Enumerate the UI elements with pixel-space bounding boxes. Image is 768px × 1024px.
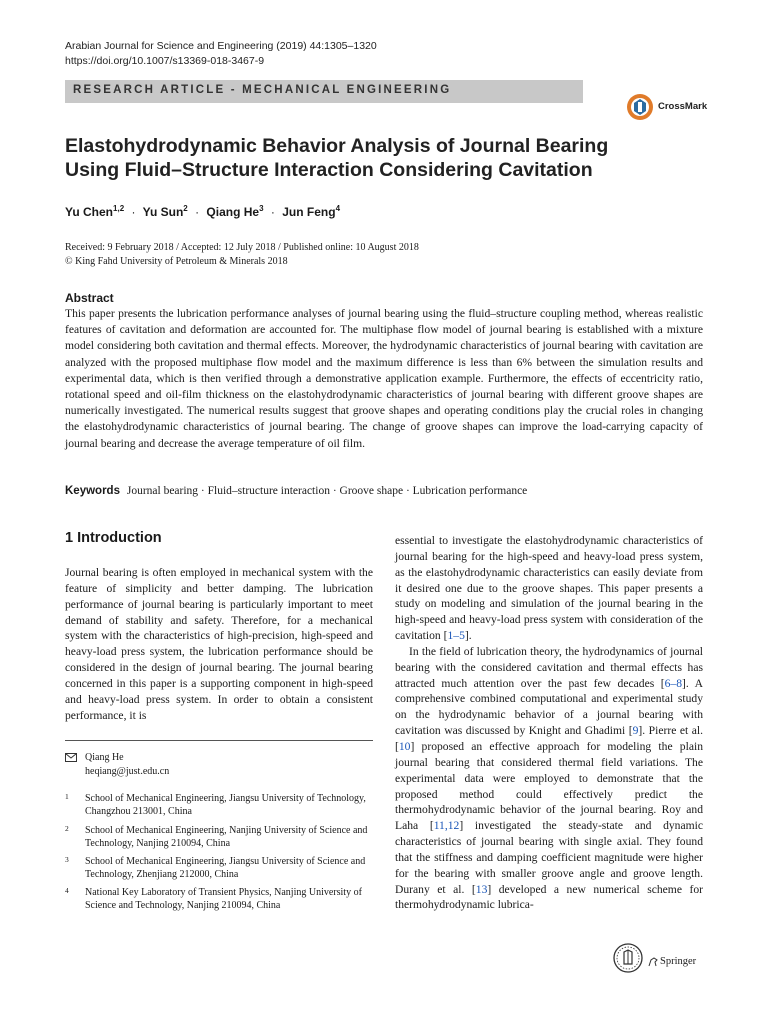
keywords-text: Journal bearing · Fluid–structure interaction · Groove shape · Lubrication performance bbox=[126, 485, 528, 497]
crossmark-badge[interactable] bbox=[626, 93, 708, 121]
intro-text: ] proposed an effective approach for modeling the plain journal bearing that considered thermal field variations. The experimental data were employed to demonstrate that the proposed method could effectively predict the thermohydrodynamic behavior of the journal bearing. Roy and Laha [ bbox=[395, 739, 703, 833]
crossmark-icon bbox=[626, 93, 654, 121]
intro-text: ]. Pierre et al. [ bbox=[395, 724, 703, 753]
citation-link[interactable]: 6–8 bbox=[664, 676, 682, 690]
citation-link[interactable]: 10 bbox=[398, 739, 411, 753]
copyright-notice: © King Fahd University of Petroleum & Minerals 2018 bbox=[65, 256, 288, 267]
author-list bbox=[65, 204, 340, 219]
author-separator: · bbox=[195, 205, 200, 219]
abstract-text: This paper presents the lubrication performance analyses of journal bearing using the fluid–structure coupling method, whereas realistic features of cavitation and deformation are accounted for. The multiphase flow model of journal bearing is established with a mixture model considering both cavitation and thermal effects. Moreover, the hydrodynamic characteristics of journal bearing with cavitation are analyzed with the proposed multiphase flow model and the maximum difference is less than 6% between the simulation results and experimental data, which is then verified through a demonstrative application example. Furthermore, the effects of eccentricity ratio, rotational speed and oil-film thickness on the elastohydrodynamic characteristics of journal bearing with different groove shapes are numerically investigated. The numerical results suggest that groove shapes and operating conditions play the crucial roles in changing the elastohydrodynamic characteristics of journal bearing. The change of groove shapes can improve the load-carrying capacity of journal bearing and decrease the average temperature of oil film. bbox=[65, 307, 703, 450]
author-affil-marker: 3 bbox=[259, 204, 264, 213]
affiliation-item bbox=[65, 887, 373, 912]
affiliation-number: 1 bbox=[65, 792, 69, 801]
paper-title: Elastohydrodynamic Behavior Analysis of Journal Bearing Using Fluid–Structure Interaction Considering Cavitation bbox=[65, 135, 609, 181]
author-affil-marker: 1,2 bbox=[113, 204, 125, 213]
affiliation-text: School of Mechanical Engineering, Jiangsu University of Science and Technology, Zhenjiang 212000, China bbox=[85, 856, 366, 880]
keywords-label: Keywords bbox=[65, 485, 120, 497]
springer-horse-icon bbox=[647, 956, 659, 968]
intro-text: In the field of lubrication theory, the hydrodynamics of journal bearing with the considered cavitation and thermal effects has attracted much attention over the past few decades [ bbox=[395, 644, 703, 690]
citation-link[interactable]: 9 bbox=[632, 724, 639, 738]
publisher-name: Springer bbox=[660, 956, 697, 967]
section-heading-introduction: 1 Introduction bbox=[65, 530, 162, 546]
affiliation-text: School of Mechanical Engineering, Jiangsu University of Technology, Changzhou 213001, China bbox=[85, 793, 366, 817]
affiliation-number: 4 bbox=[65, 886, 69, 895]
author-separator: · bbox=[270, 205, 275, 219]
citation-link[interactable]: 1–5 bbox=[447, 629, 465, 643]
author-separator: · bbox=[131, 205, 136, 219]
article-type-label: RESEARCH ARTICLE - MECHANICAL ENGINEERING bbox=[73, 84, 452, 96]
springer-logo bbox=[612, 940, 707, 974]
journal-citation: Arabian Journal for Science and Engineering (2019) 44:1305–1320 bbox=[65, 40, 377, 52]
publication-dates: Received: 9 February 2018 / Accepted: 12 July 2018 / Published online: 10 August 2018 bbox=[65, 242, 419, 253]
affiliation-text: National Key Laboratory of Transient Physics, Nanjing University of Science and Technology, Nanjing 210094, China bbox=[85, 887, 362, 911]
intro-text: essential to investigate the elastohydrodynamic characteristics of journal bearing for the high-speed and heavy-load press system, as the elastohydrodynamic characteristics can easily deviate from it desired one due to the groove shapes. This paper presents a study on modeling and simulation of the journal bearing in the high-speed and heavy-load press system with consideration of the cavitation [ bbox=[395, 534, 703, 643]
intro-text: ] investigated the steady-state and dynamic characteristics of journal bearing with single axial. They found that the stiffness and damping coefficient magnitude were higher for the bearing with smaller groove angle and groove length. Durany et al. [ bbox=[395, 819, 703, 896]
intro-text: ]. A comprehensive combined computational and experimental study on the hydrodynamic behavior of a journal bearing with cavitation was discussed by Knight and Ghadimi [ bbox=[395, 676, 703, 738]
author-affil-marker: 4 bbox=[335, 204, 341, 213]
affiliation-number: 2 bbox=[65, 824, 69, 833]
intro-paragraph-left: Journal bearing is often employed in mechanical system with the feature of simplicity and better damping. The lubrication performance of journal bearing is particularly important to meet demand of stability and safety. Therefore, for a mechanical system with the characteristics of high-precision, high-speed and heavy-load press system, the lubrication performance should be considered in the design of journal bearing. The journal bearing concerned in this paper is a supporting component in high-speed and heavy-load press system. In order to obtain a consistent performance, it is bbox=[65, 566, 373, 722]
affiliation-item bbox=[65, 825, 373, 850]
intro-text: ]. bbox=[464, 629, 472, 643]
crossmark-label: CrossMark bbox=[658, 101, 708, 112]
affiliation-item bbox=[65, 793, 373, 818]
affiliation-text: School of Mechanical Engineering, Nanjing University of Science and Technology, Nanjing 210094, China bbox=[85, 825, 368, 849]
author-name[interactable]: Qiang He bbox=[206, 205, 260, 219]
author-name[interactable]: Jun Feng bbox=[282, 205, 336, 219]
citation-link[interactable]: 11,12 bbox=[433, 819, 460, 833]
corresponding-author-name: Qiang He bbox=[85, 752, 124, 763]
affiliation-number: 3 bbox=[65, 855, 69, 864]
intro-column-right bbox=[395, 533, 703, 913]
citation-link[interactable]: 13 bbox=[475, 882, 488, 896]
author-name[interactable]: Yu Chen bbox=[65, 205, 114, 219]
springer-emblem-icon bbox=[612, 942, 644, 974]
article-type-banner bbox=[65, 80, 583, 103]
author-affil-marker: 2 bbox=[183, 204, 188, 213]
doi-link[interactable]: https://doi.org/10.1007/s13369-018-3467-9 bbox=[65, 55, 265, 67]
correspondence-block bbox=[65, 751, 169, 779]
corresponding-author-email[interactable]: heqiang@just.edu.cn bbox=[85, 766, 170, 777]
affiliation-item bbox=[65, 856, 373, 881]
author-name[interactable]: Yu Sun bbox=[142, 205, 184, 219]
footnote-divider bbox=[65, 740, 373, 741]
intro-text: ] developed a new numerical scheme for thermohydrodynamic lubrica- bbox=[395, 882, 703, 912]
envelope-icon bbox=[65, 753, 77, 762]
keywords-row bbox=[65, 485, 527, 497]
abstract-heading: Abstract bbox=[65, 291, 114, 305]
